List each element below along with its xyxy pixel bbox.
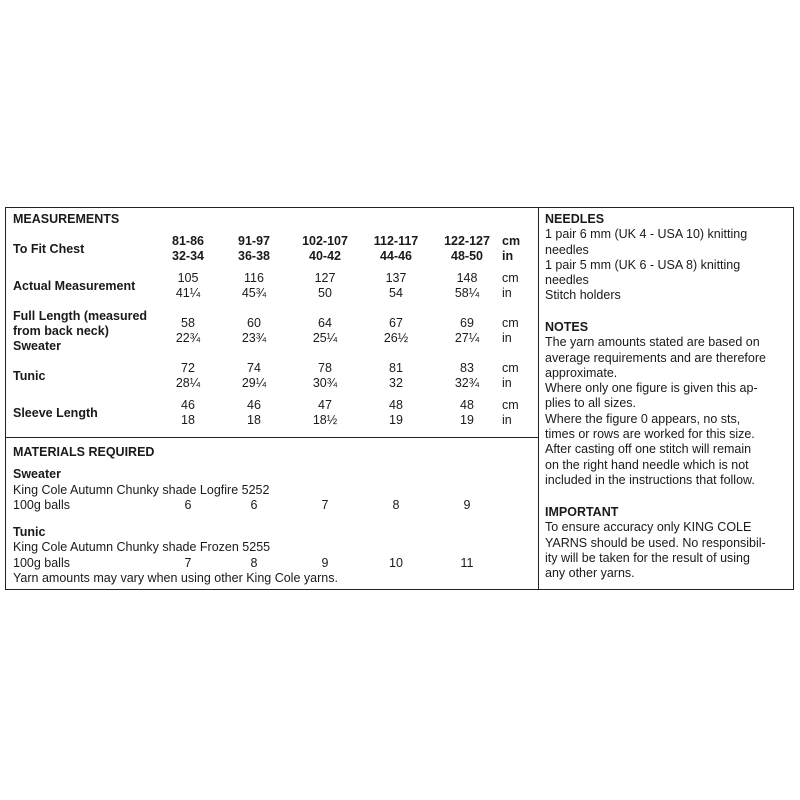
cell: 29¼ (241, 376, 267, 390)
needles-heading: NEEDLES (545, 212, 605, 226)
row-label-length-3: Sweater (13, 339, 61, 353)
notes-line: included in the instructions that follow. (545, 472, 755, 487)
cell: 32 (389, 376, 403, 390)
cell: 105 (177, 271, 199, 285)
unit-cm: cm (502, 271, 519, 285)
cell: 48 (460, 398, 474, 412)
unit-in: in (502, 413, 512, 427)
row-label-length-1: Full Length (measured (13, 309, 148, 323)
cell: 112-117 (373, 234, 419, 248)
sweater-yarn: King Cole Autumn Chunky shade Logfire 5252 (13, 483, 270, 497)
tunic-balls-label: 100g balls (13, 556, 70, 570)
cell: 30¾ (312, 376, 338, 390)
needles-line: 1 pair 5 mm (UK 6 - USA 8) knitting (545, 257, 741, 272)
unit-in: in (502, 376, 512, 390)
cell: 9 (463, 498, 471, 512)
notes-heading: NOTES (545, 320, 589, 334)
cell: 25¼ (312, 331, 338, 345)
notes-section (545, 320, 790, 488)
cell: 22¾ (175, 331, 201, 345)
cell: 7 (184, 556, 192, 570)
cell: 116 (244, 271, 264, 285)
cell: 28¼ (175, 376, 201, 390)
yarn-note: Yarn amounts may vary when using other King Cole yarns. (13, 571, 338, 585)
cell: 122-127 (444, 234, 490, 248)
notes-line: The yarn amounts stated are based on (545, 335, 760, 350)
measurements-heading: MEASUREMENTS (13, 212, 120, 226)
unit-cm: cm (502, 398, 519, 412)
needles-line: 1 pair 6 mm (UK 4 - USA 10) knitting (545, 227, 748, 242)
cell: 102-107 (302, 234, 348, 248)
important-line: any other yarns. (545, 566, 635, 581)
cell: 19 (389, 413, 403, 427)
cell: 58 (181, 316, 195, 330)
cell: 6 (250, 498, 258, 512)
cell: 41¼ (175, 286, 201, 300)
sweater-balls-label: 100g balls (13, 498, 70, 512)
cell: 72 (181, 361, 195, 375)
row-label-tunic: Tunic (13, 369, 46, 383)
cell: 19 (460, 413, 474, 427)
cell: 74 (247, 361, 261, 375)
cell: 18 (247, 413, 261, 427)
cell: 83 (460, 361, 474, 375)
important-heading: IMPORTANT (545, 505, 619, 519)
cell: 8 (392, 498, 400, 512)
cell: 69 (460, 316, 474, 330)
notes-line: Where only one figure is given this ap- (545, 381, 758, 396)
cell: 6 (184, 498, 192, 512)
row-label-length-2: from back neck) (13, 324, 109, 338)
cell: 40-42 (309, 249, 341, 263)
notes-line: Where the figure 0 appears, no sts, (545, 411, 741, 426)
notes-line: times or rows are worked for this size. (545, 427, 755, 442)
cell: 48 (389, 398, 403, 412)
cell: 8 (250, 556, 258, 570)
cell: 81 (389, 361, 403, 375)
sweater-title: Sweater (13, 467, 61, 481)
cell: 81-86 (172, 234, 204, 248)
notes-line: After casting off one stitch will remain (545, 442, 752, 457)
cell: 50 (318, 286, 332, 300)
tunic-yarn: King Cole Autumn Chunky shade Frozen 5255 (13, 540, 271, 554)
cell: 26½ (383, 331, 409, 345)
cell: 10 (389, 556, 403, 570)
cell: 32¾ (454, 376, 480, 390)
row-label-actual: Actual Measurement (13, 279, 136, 293)
cell: 7 (321, 498, 329, 512)
needles-line: needles (545, 242, 589, 257)
important-line: ity will be taken for the result of using (545, 550, 750, 565)
cell: 64 (318, 316, 332, 330)
row-label-sleeve: Sleeve Length (13, 406, 98, 420)
cell: 47 (318, 398, 332, 412)
cell: 58¼ (454, 286, 480, 300)
column-divider (538, 207, 539, 590)
needles-line: needles (545, 273, 589, 288)
cell: 48-50 (451, 249, 483, 263)
cell: 137 (385, 271, 407, 285)
cell: 45¾ (241, 286, 267, 300)
materials-heading: MATERIALS REQUIRED (13, 445, 155, 459)
unit-cm: cm (502, 234, 521, 248)
cell: 148 (456, 271, 478, 285)
unit-in: in (502, 249, 514, 263)
notes-line: approximate. (545, 365, 618, 380)
important-section (545, 505, 790, 581)
cell: 18 (181, 413, 195, 427)
cell: 78 (318, 361, 332, 375)
important-line: To ensure accuracy only KING COLE (545, 520, 752, 535)
cell: 36-38 (238, 249, 270, 263)
unit-in: in (502, 286, 512, 300)
cell: 60 (247, 316, 261, 330)
important-line: YARNS should be used. No responsibil- (545, 535, 766, 550)
cell: 23¾ (241, 331, 267, 345)
cell: 27¼ (454, 331, 480, 345)
cell: 32-34 (172, 249, 204, 263)
cell: 91-97 (238, 234, 270, 248)
cell: 9 (321, 556, 329, 570)
cell: 46 (247, 398, 261, 412)
unit-cm: cm (502, 316, 519, 330)
needles-line: Stitch holders (545, 288, 621, 303)
notes-line: on the right hand needle which is not (545, 457, 749, 472)
cell: 46 (181, 398, 195, 412)
notes-line: plies to all sizes. (545, 396, 637, 411)
needles-section (545, 212, 790, 304)
unit-in: in (502, 331, 512, 345)
section-divider (5, 437, 539, 438)
cell: 44-46 (380, 249, 412, 263)
tunic-title: Tunic (13, 525, 46, 539)
cell: 18½ (312, 413, 338, 427)
cell: 54 (389, 286, 403, 300)
row-label-chest: To Fit Chest (13, 242, 85, 256)
cell: 67 (389, 316, 403, 330)
notes-line: average requirements and are therefore (545, 350, 766, 365)
cell: 127 (314, 271, 336, 285)
unit-cm: cm (502, 361, 519, 375)
cell: 11 (460, 556, 474, 570)
